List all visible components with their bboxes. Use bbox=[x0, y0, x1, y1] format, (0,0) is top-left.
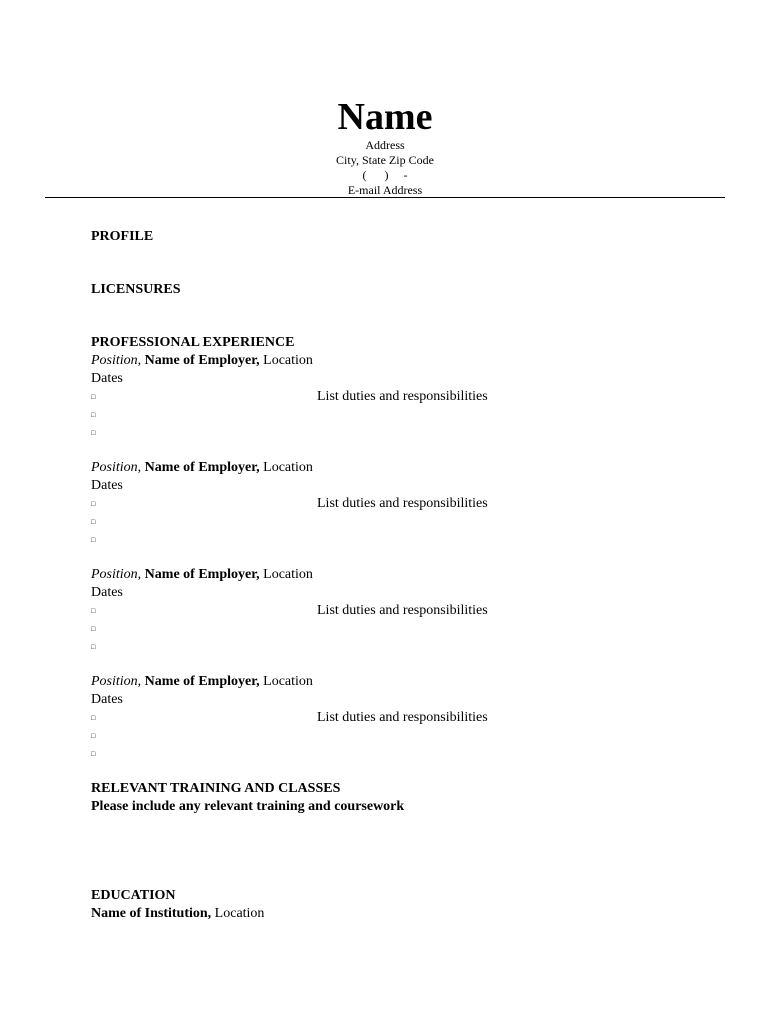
job-title-line bbox=[91, 459, 313, 477]
job-location: Location bbox=[259, 460, 313, 475]
bullet-box-icon: □ bbox=[91, 429, 96, 437]
licensures-heading: LICENSURES bbox=[91, 282, 181, 297]
phone-line: ( ) - bbox=[362, 168, 408, 182]
job-separator: , bbox=[137, 674, 145, 689]
job-position: Position bbox=[91, 674, 138, 689]
job-title-line bbox=[91, 352, 313, 370]
job-position: Position bbox=[91, 567, 138, 582]
job-separator: , bbox=[137, 567, 145, 582]
bullet-box-icon: □ bbox=[91, 750, 96, 758]
bullet-box-icon: □ bbox=[91, 500, 96, 508]
job-dates: Dates bbox=[91, 692, 123, 707]
job-title-line bbox=[91, 566, 313, 584]
job-location: Location bbox=[259, 353, 313, 368]
bullet-box-icon: □ bbox=[91, 518, 96, 526]
bullet-box-icon: □ bbox=[91, 714, 96, 722]
bullet-box-icon: □ bbox=[91, 536, 96, 544]
job-separator: , bbox=[137, 353, 145, 368]
job-dates: Dates bbox=[91, 371, 123, 386]
job-dates: Dates bbox=[91, 585, 123, 600]
job-location: Location bbox=[259, 567, 313, 582]
job-duties: List duties and responsibilities bbox=[317, 710, 488, 725]
email-line: E-mail Address bbox=[347, 183, 423, 197]
education-heading: EDUCATION bbox=[91, 888, 176, 903]
institution-location: Location bbox=[211, 906, 265, 921]
experience-heading: PROFESSIONAL EXPERIENCE bbox=[91, 335, 295, 350]
job-employer: Name of Employer, bbox=[144, 460, 260, 475]
job-employer: Name of Employer, bbox=[144, 674, 260, 689]
job-title-line bbox=[91, 673, 313, 691]
address-line: Address bbox=[365, 138, 405, 152]
profile-heading: PROFILE bbox=[91, 229, 154, 244]
job-duties: List duties and responsibilities bbox=[317, 603, 488, 618]
job-separator: , bbox=[137, 460, 145, 475]
job-duties: List duties and responsibilities bbox=[317, 496, 488, 511]
bullet-box-icon: □ bbox=[91, 625, 96, 633]
job-employer: Name of Employer, bbox=[144, 567, 260, 582]
city-state-zip-line: City, State Zip Code bbox=[336, 153, 434, 167]
bullet-box-icon: □ bbox=[91, 732, 96, 740]
header-divider bbox=[45, 197, 725, 198]
training-note: Please include any relevant training and coursework bbox=[91, 799, 405, 814]
job-position: Position bbox=[91, 460, 138, 475]
job-location: Location bbox=[259, 674, 313, 689]
job-dates: Dates bbox=[91, 478, 123, 493]
job-employer: Name of Employer, bbox=[144, 353, 260, 368]
resume-name: Name bbox=[337, 96, 433, 138]
bullet-box-icon: □ bbox=[91, 643, 96, 651]
bullet-box-icon: □ bbox=[91, 411, 96, 419]
education-line bbox=[91, 905, 264, 923]
job-position: Position bbox=[91, 353, 138, 368]
institution-name: Name of Institution, bbox=[91, 906, 212, 921]
job-duties: List duties and responsibilities bbox=[317, 389, 488, 404]
training-heading: RELEVANT TRAINING AND CLASSES bbox=[91, 781, 341, 796]
bullet-box-icon: □ bbox=[91, 607, 96, 615]
bullet-box-icon: □ bbox=[91, 393, 96, 401]
